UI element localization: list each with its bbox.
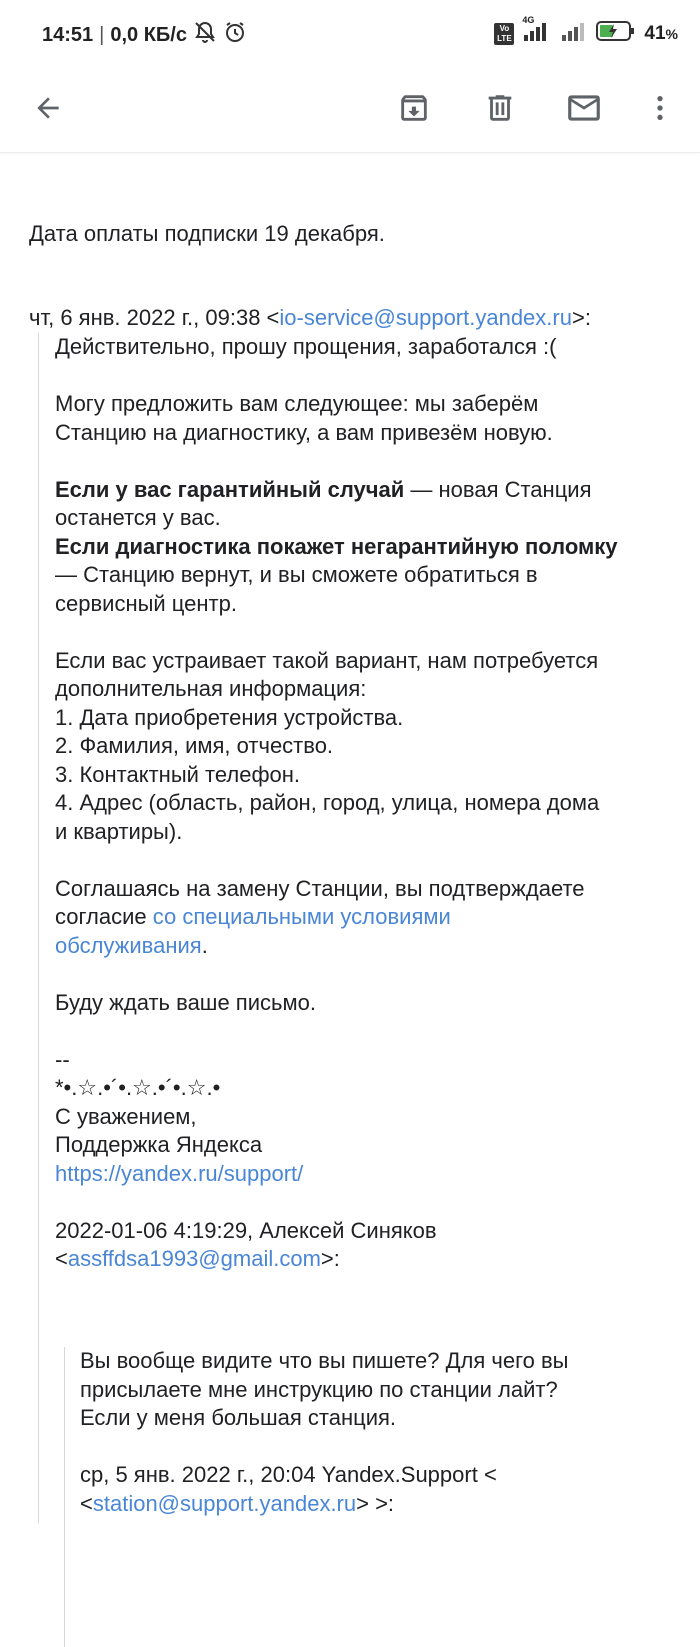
nested-quote-text: Вы вообще видите что вы пишете? Для чего вы присылаете мне инструкцию по станции лайт? Если у меня большая станция. ср, 5 янв. 2022 г., 20:04 Yandex.Support < <station@support.yandex.ru> >:	[80, 1348, 569, 1516]
quote-header: чт, 6 янв. 2022 г., 09:38 <io-service@support.yandex.ru>:	[29, 305, 591, 330]
battery-level: 41%	[644, 23, 678, 44]
signature-team: Поддержка Яндекса	[55, 1132, 263, 1157]
intro-line: Дата оплаты подписки 19 декабря.	[29, 221, 385, 246]
back-button[interactable]	[22, 82, 74, 134]
status-left	[42, 20, 247, 50]
network-speed: 0,0 КБ/с	[110, 23, 187, 46]
support-url-link[interactable]: https://yandex.ru/support/	[55, 1160, 304, 1186]
terms-link[interactable]: со специальными условиями	[152, 904, 451, 929]
sender-email-link[interactable]: io-service@support.yandex.ru	[279, 305, 572, 330]
nested-quote	[64, 1347, 685, 1647]
station-email-link[interactable]: station@support.yandex.ru	[92, 1490, 357, 1516]
status-separator: |	[99, 23, 105, 46]
trash-icon	[483, 91, 517, 125]
alarm-clock-icon	[223, 20, 247, 50]
clock: 14:51	[42, 23, 94, 46]
archive-icon	[397, 91, 431, 125]
mail-icon	[565, 89, 603, 127]
terms-link-cont[interactable]: обслуживания	[55, 932, 202, 958]
more-options-button[interactable]	[634, 82, 686, 134]
battery-charging-icon	[596, 20, 636, 48]
signature-regards: С уважением,	[55, 1103, 197, 1129]
mute-bell-icon	[193, 20, 217, 50]
signature-stars: *•.☆.•´•.☆.•´•.☆.•	[55, 1075, 221, 1100]
quoted-message-text: Действительно, прошу прощения, заработался :( Могу предложить вам следующее: мы заберём Станцию на диагностику, а вам привезём новую. Если у вас гарантийный случай — новая Станция останется у вас. Если диагностика покажет негарантийную поломку — Станцию вернут, и вы сможете обратиться в сервисный центр. Если вас устраивает такой вариант, нам потребуется дополнительная информация: 1. Дата приобретения устройства. 2. Фамилия, имя, отчество. 3. Контактный телефон. 4. Адрес (область, район, город, улица, номера дома и квартиры). Соглашаясь на замену Станции, вы подтверждаете согласие со специальными условиями обслуживания. Буду ждать ваше письмо. -- *•.☆.•´•.☆.•´•.☆.• С уважением, Поддержка Яндекса https://yandex.ru/support/ 2022-01-06 4:19:29, Алексей Синяков <assffdsa1993@gmail.com>:	[55, 334, 618, 1271]
mark-unread-button[interactable]	[558, 82, 610, 134]
reply-email-link[interactable]: assffdsa1993@gmail.com	[67, 1246, 321, 1271]
archive-button[interactable]	[388, 82, 440, 134]
toolbar	[0, 64, 700, 153]
signal-icon: 4G	[522, 21, 552, 47]
arrow-left-icon	[32, 92, 64, 124]
more-vert-icon	[644, 92, 676, 124]
signature-dash: --	[55, 1046, 70, 1072]
status-bar	[0, 0, 700, 64]
signal-2-icon	[560, 21, 588, 47]
delete-button[interactable]	[474, 82, 526, 134]
volte-icon: Vo LTE	[494, 23, 514, 45]
quoted-message	[38, 333, 700, 1523]
status-right	[494, 15, 678, 48]
reply-header: 2022-01-06 4:19:29, Алексей Синяков	[55, 1217, 437, 1243]
